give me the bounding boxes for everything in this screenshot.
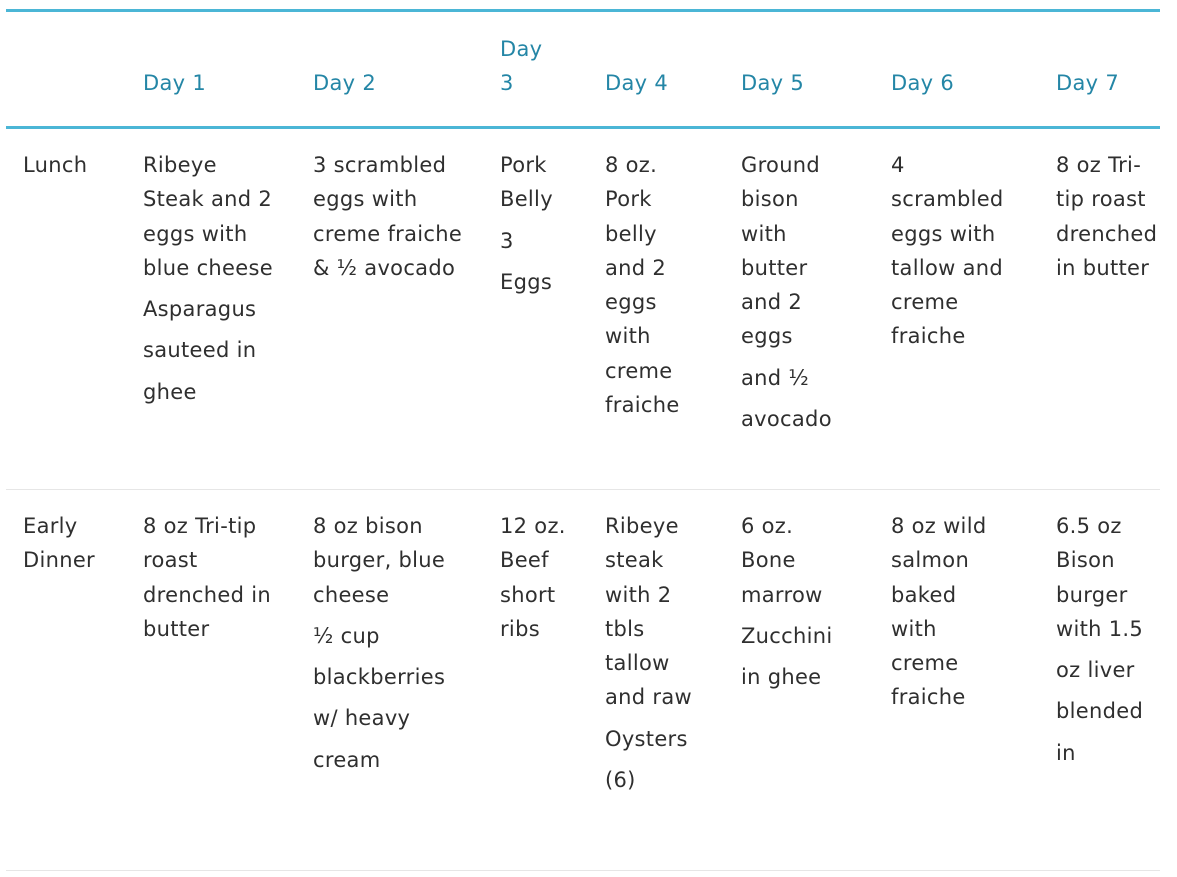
cell-line: Ribeye steak with 2 tbls tallow and raw xyxy=(605,514,692,710)
lunch-day-3-cell xyxy=(500,148,562,299)
cell-line: ghee xyxy=(143,379,197,404)
cell-line: cream xyxy=(313,747,381,772)
cell-line: and ½ xyxy=(741,365,810,390)
lunch-day-6-cell xyxy=(891,148,1021,354)
header-day-4: Day 4 xyxy=(605,71,669,95)
cell-line: 8 oz Tri-tip roast drenched in butter xyxy=(1056,153,1158,280)
lunch-day-4-cell xyxy=(605,148,693,422)
cell-line: Eggs xyxy=(500,269,553,294)
table-bottom-border xyxy=(6,870,1160,871)
cell-line: Ground bison with butter and 2 eggs xyxy=(741,153,821,349)
cell-line: 4 scrambled eggs with tallow and creme fraiche xyxy=(891,153,1004,349)
cell-line: 6 oz. Bone marrow xyxy=(741,514,823,607)
header-day-6: Day 6 xyxy=(891,71,955,95)
cell-line: avocado xyxy=(741,407,832,432)
header-day-3: Day 3 xyxy=(500,37,543,95)
dinner-day-2-cell xyxy=(313,509,463,777)
lunch-day-2-cell xyxy=(313,148,463,285)
cell-line: Pork Belly xyxy=(500,153,553,212)
cell-line: Oysters xyxy=(605,726,688,751)
dinner-day-6-cell xyxy=(891,509,1001,715)
dinner-day-1-cell xyxy=(143,509,273,646)
cell-line: Asparagus xyxy=(143,297,257,322)
cell-line: in xyxy=(1056,740,1076,765)
dinner-day-7-cell xyxy=(1056,509,1156,770)
cell-line: sauteed in xyxy=(143,338,257,363)
dinner-day-5-cell xyxy=(741,509,846,694)
cell-line: 6.5 oz Bison burger with 1.5 xyxy=(1056,514,1144,641)
cell-line: in ghee xyxy=(741,665,822,690)
cell-line: blackberries xyxy=(313,665,446,690)
cell-line: ½ cup xyxy=(313,623,380,648)
cell-line: blended xyxy=(1056,699,1144,724)
dinner-day-3-cell xyxy=(500,509,566,646)
lunch-day-5-cell xyxy=(741,148,846,436)
cell-line: oz liver xyxy=(1056,658,1135,683)
row-label-lunch: Lunch xyxy=(23,153,88,177)
cell-line: 3 xyxy=(500,228,514,253)
cell-line: w/ heavy xyxy=(313,706,411,731)
cell-line: 8 oz bison burger, blue cheese xyxy=(313,514,446,607)
cell-line: (6) xyxy=(605,768,636,793)
header-day-7: Day 7 xyxy=(1056,71,1120,95)
header-day-2: Day 2 xyxy=(313,71,377,95)
dinner-day-4-cell xyxy=(605,509,700,797)
cell-line: 8 oz. Pork belly and 2 eggs with creme fraiche xyxy=(605,153,680,418)
row-divider xyxy=(6,489,1160,490)
row-label-early-dinner: Early Dinner xyxy=(23,514,95,572)
lunch-day-7-cell xyxy=(1056,148,1166,285)
header-divider xyxy=(6,126,1160,129)
cell-line: Ribeye Steak and 2 eggs with blue cheese xyxy=(143,153,273,280)
cell-line: Zucchini xyxy=(741,623,833,648)
header-day-5: Day 5 xyxy=(741,71,805,95)
table-top-border xyxy=(6,9,1160,12)
lunch-day-1-cell xyxy=(143,148,273,409)
cell-line: 8 oz wild salmon baked with creme fraiche xyxy=(891,514,987,710)
header-day-1: Day 1 xyxy=(143,71,207,95)
cell-line: 12 oz. Beef short ribs xyxy=(500,514,566,641)
cell-line: 3 scrambled eggs with creme fraiche & ½ avocado xyxy=(313,153,463,280)
cell-line: 8 oz Tri-tip roast drenched in butter xyxy=(143,514,271,641)
